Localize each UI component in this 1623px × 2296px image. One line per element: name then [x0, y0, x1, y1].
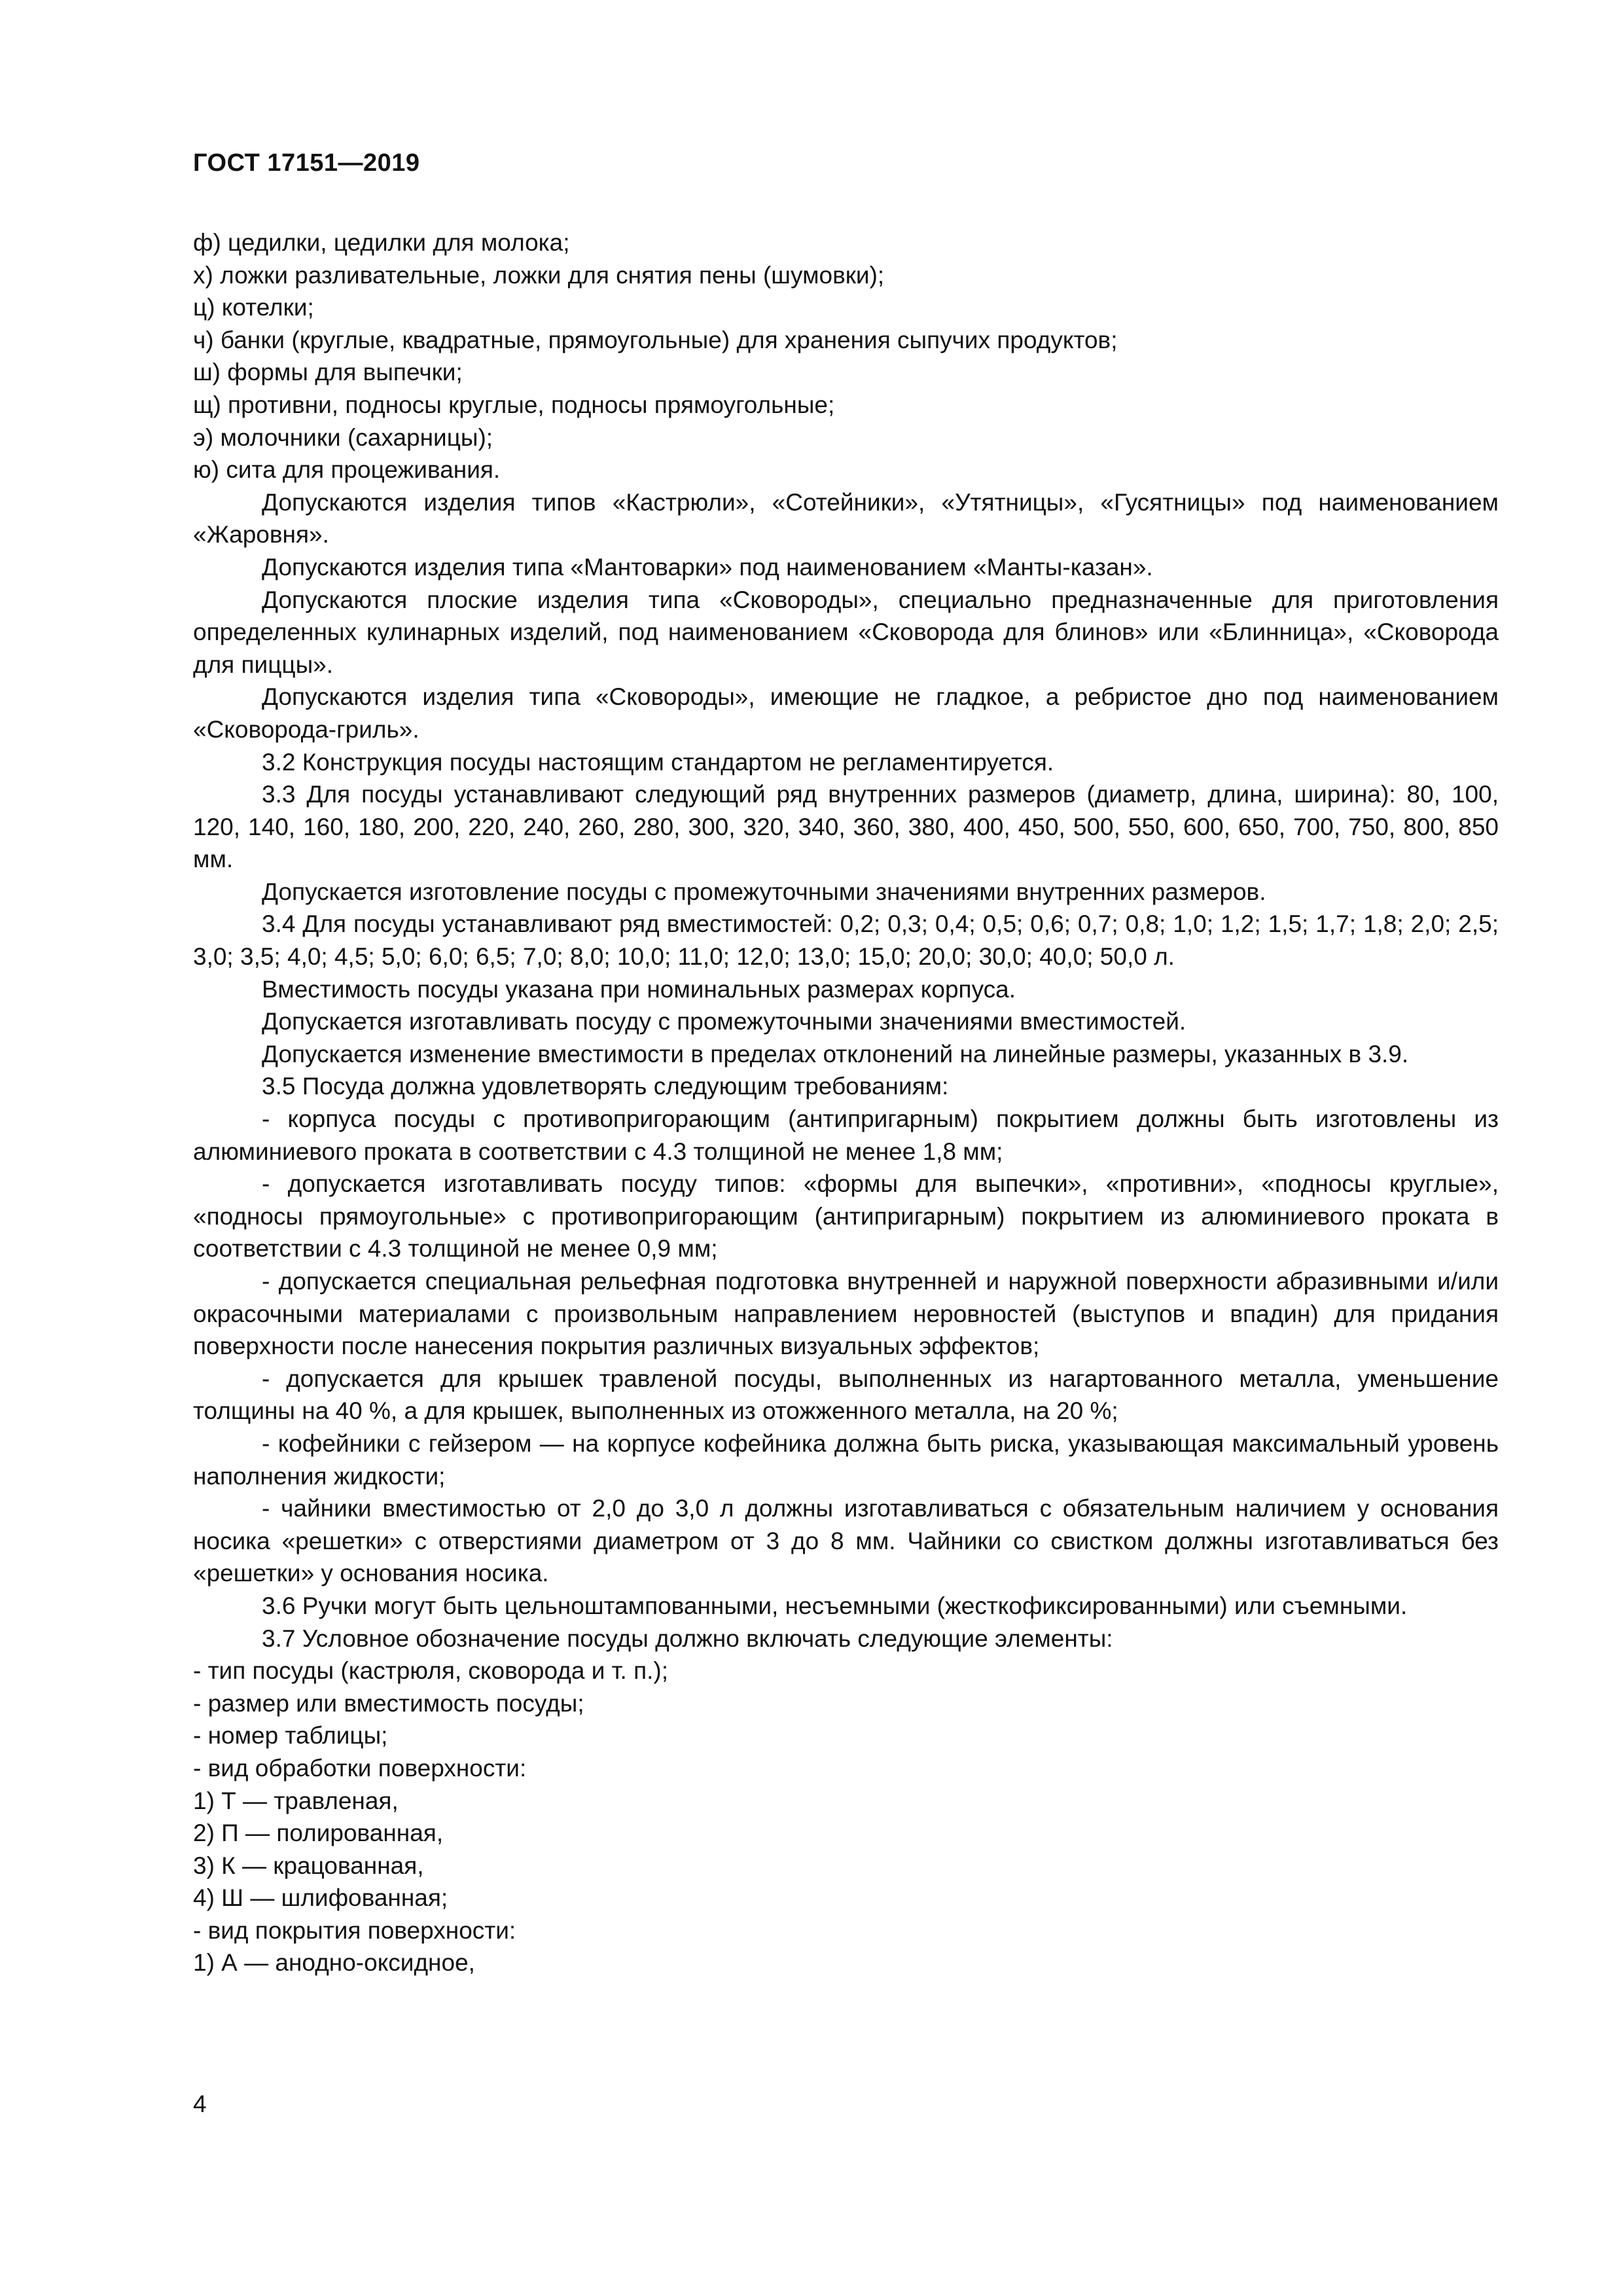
section-3-7-item: - размер или вместимость посуды; [193, 1689, 584, 1717]
paragraph-skovoroda-bliny: Допускаются плоские изделия типа «Сковороды», специально предназначенные для приготовления определенных кулинарных изделий, под наименованием «Сковорода для блинов» или «Блинница», «Сковорода для пиццы». [193, 586, 1499, 678]
section-3-6: 3.6 Ручки могут быть цельноштампованными, несъемными (жесткофиксированными) или съемными. [262, 1592, 1408, 1619]
section-3-5-item: - чайники вместимостью от 2,0 до 3,0 л должны изготавливаться с обязательным наличием у основания носика «решетки» с отверстиями диаметром от 3 до 8 мм. Чайники со свистком должны изготавливаться без «решетки» у основания носика. [193, 1495, 1499, 1587]
section-3-3: 3.3 Для посуды устанавливают следующий ряд внутренних размеров (диаметр, длина, ширина): 80, 100, 120, 140, 160, 180, 200, 220, 240, 260, 280, 300, 320, 340, 360, 380, 400, 450, 500, 550, 600, 650, 700, 750, 800, 850 мм. [193, 781, 1499, 873]
list-item: ю) сита для процеживания. [193, 456, 501, 484]
section-3-4-note-b: Допускается изготавливать посуду с промежуточными значениями вместимостей. [262, 1008, 1186, 1035]
list-item: ш) формы для выпечки; [193, 359, 463, 386]
list-item: э) молочники (сахарницы); [193, 423, 493, 451]
section-3-4: 3.4 Для посуды устанавливают ряд вместимостей: 0,2; 0,3; 0,4; 0,5; 0,6; 0,7; 0,8; 1,0; 1,2; 1,5; 1,7; 1,8; 2,0; 2,5; 3,0; 3,5; 4,0; 4,5; 5,0; 6,0; 6,5; 7,0; 8,0; 10,0; 11,0; 12,0; 13,0; 15,0; 20,0; 30,0; 40,0; 50,0 л. [193, 910, 1499, 971]
list-item: х) ложки разливательные, ложки для снятия пены (шумовки); [193, 261, 885, 289]
paragraph-zharovnya: Допускаются изделия типов «Кастрюли», «Сотейники», «Утятницы», «Гусятницы» под наименованием «Жаровня». [193, 488, 1499, 548]
page-number: 4 [193, 2090, 207, 2117]
surface-treatment-option: 4) Ш — шлифованная; [193, 1884, 448, 1912]
section-3-5-item: - допускается изготавливать посуду типов: «формы для выпечки», «противни», «подносы круглые», «подносы прямоугольные» с противопригорающим (антипригарным) покрытием из алюминиевого проката в соответствии с 4.3 толщиной не менее 0,9 мм; [193, 1170, 1499, 1263]
paragraph-manty-kazan: Допускаются изделия типа «Мантоварки» под наименованием «Манты-казан». [262, 553, 1153, 581]
section-3-5-item: - кофейники с гейзером — на корпусе кофейника должна быть риска, указывающая максимальный уровень наполнения жидкости; [193, 1429, 1499, 1490]
surface-treatment-option: 1) Т — травленая, [193, 1787, 399, 1814]
section-3-7-item: - номер таблицы; [193, 1722, 388, 1749]
section-3-4-note-a: Вместимость посуды указана при номинальных размерах корпуса. [262, 975, 1016, 1003]
section-3-3-note: Допускается изготовление посуды с промежуточными значениями внутренних размеров. [262, 878, 1266, 905]
section-3-4-note-c: Допускается изменение вместимости в пределах отклонений на линейные размеры, указанных в 3.9. [262, 1040, 1409, 1067]
section-3-7: 3.7 Условное обозначение посуды должно включать следующие элементы: [262, 1624, 1113, 1652]
section-3-7-item: - вид обработки поверхности: [193, 1754, 527, 1782]
section-3-7-item: - тип посуды (кастрюля, сковорода и т. п.); [193, 1657, 668, 1685]
paragraph-skovoroda-gril: Допускаются изделия типа «Сковороды», имеющие не гладкое, а ребристое дно под наименованием «Сковорода-гриль». [193, 683, 1499, 743]
section-3-2: 3.2 Конструкция посуды настоящим стандартом не регламентируется. [262, 748, 1054, 776]
list-item: ф) цедилки, цедилки для молока; [193, 229, 570, 256]
list-item: щ) противни, подносы круглые, подносы прямоугольные; [193, 391, 835, 418]
document-body [193, 226, 1499, 1979]
section-3-7-item: - вид покрытия поверхности: [193, 1916, 516, 1944]
list-item: ц) котелки; [193, 294, 314, 321]
section-3-5-item: - корпуса посуды с противопригорающим (антипригарным) покрытием должны быть изготовлены из алюминиевого проката в соответствии с 4.3 толщиной не менее 1,8 мм; [193, 1105, 1499, 1165]
document-header: ГОСТ 17151—2019 [193, 149, 420, 177]
list-item: ч) банки (круглые, квадратные, прямоугольные) для хранения сыпучих продуктов; [193, 326, 1118, 353]
section-3-5-item: - допускается для крышек травленой посуды, выполненных из нагартованного металла, уменьшение толщины на 40 %, а для крышек, выполненных из отожженного металла, на 20 %; [193, 1365, 1499, 1425]
section-3-5-item: - допускается специальная рельефная подготовка внутренней и наружной поверхности абразивными и/или окрасочными материалами с произвольным направлением неровностей (выступов и впадин) для придания поверхности после нанесения покрытия различных визуальных эффектов; [193, 1268, 1499, 1360]
surface-treatment-option: 2) П — полированная, [193, 1820, 444, 1847]
surface-treatment-option: 3) К — крацованная, [193, 1852, 424, 1879]
coating-option: 1) А — анодно-оксидное, [193, 1949, 475, 1977]
section-3-5: 3.5 Посуда должна удовлетворять следующим требованиям: [262, 1073, 949, 1100]
